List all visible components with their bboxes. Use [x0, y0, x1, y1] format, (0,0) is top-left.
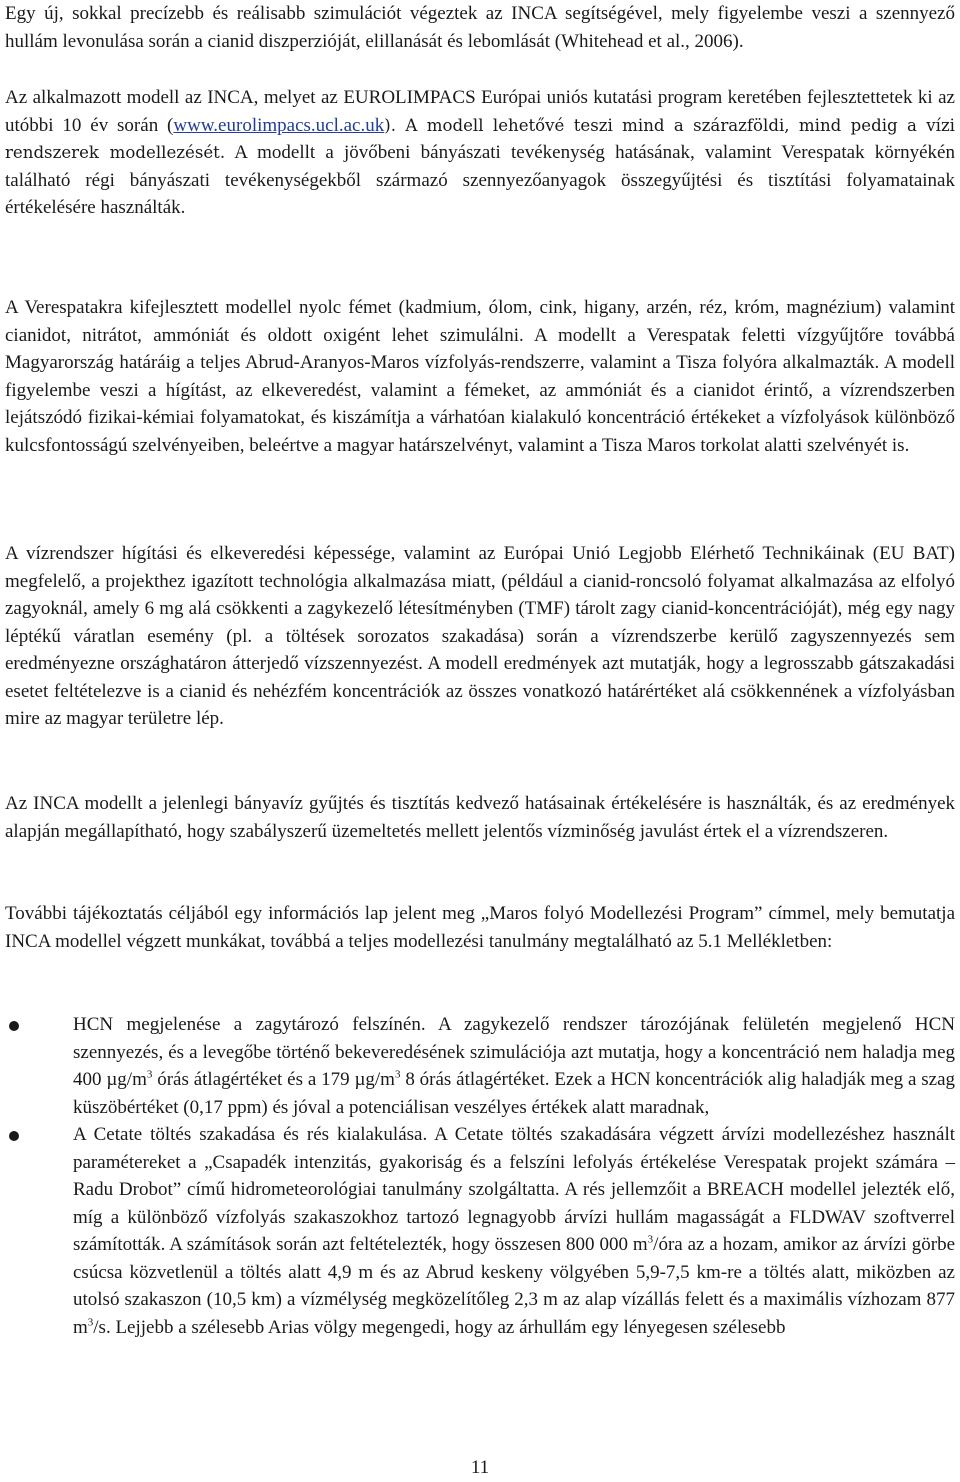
- paragraph-info-sheet: További tájékoztatás céljából egy információs lap jelent meg „Maros folyó Modellezési Program” címmel, mely bemutatja INCA modellel végzett munkákat, továbbá a teljes modellezési tanulmány megtalálható az 5.1 Mellékletben:: [5, 903, 955, 952]
- bullet-item-cetate: [0, 1121, 955, 1341]
- paragraph-inca-after: ). A modell lehetővé teszi mind a szárazföldi, mind pedig a vízi rendszerek modellezését.: [5, 115, 955, 162]
- paragraph-inca-text: Az alkalmazott modell az INCA, melyet az EUROLIMPACS Európai uniós kutatási program keretében fejlesztettetek ki az utóbbi 10 év során (: [5, 87, 955, 136]
- paragraph-mine-water: Az INCA modellt a jelenlegi bányavíz gyűjtés és tisztítás kedvező hatásainak értékelésére is használták, és az eredmények alapján megállapítható, hogy szabályszerű üzemeltetés mellett jelentős vízminőség javulást értek el a vízrendszeren.: [5, 793, 955, 842]
- paragraph-intro: Egy új, sokkal precízebb és reálisabb szimulációt végeztek az INCA segítségével, mely figyelembe veszi a szennyező hullám levonulása során a cianid diszperzióját, elillanását és lebomlását (Whitehead et al., 2006).: [5, 3, 955, 52]
- bullet-cetate-text: A Cetate töltés szakadása és rés kialakulása. A Cetate töltés szakadására végzett árvízi modellezéshez használt paramétereket a „Csapadék intenzitás, gyakoriság és a felszíni lefolyás értékelése Verespatak projekt számára – Radu Drobot” című hidrometeorológiai tanulmány szolgáltatta. A rés jellemzőit a BREACH modellel jelezték elő, míg a különböző vízfolyás szakaszokhoz tartozó legnagyobb árvízi hullám magasságát a FLDWAV szoftverrel számították. A számítások során azt feltételezték, hogy összesen 800 000 m: [73, 1124, 955, 1255]
- bullet-cetate-text-post: /s. Lejjebb a szélesebb Arias völgy megengedi, hogy az árhullám egy lényegesen szélesebb: [93, 1316, 786, 1338]
- eurolimpacs-link[interactable]: www.eurolimpacs.ucl.ac.uk: [173, 114, 385, 136]
- paragraph-inca-model: [5, 84, 955, 222]
- bullet-icon: [9, 1021, 19, 1031]
- superscript: 3: [146, 1068, 153, 1081]
- paragraph-inca-rest: A modellt a jövőbeni bányászati tevékenység hatásának, valamint Verespatak környékén található régi bányászati tevékenységekből származó szennyezőanyagok összegyűjtési és tisztítási folyamatainak értékelésére használták.: [5, 142, 955, 218]
- bullet-icon: [9, 1131, 19, 1141]
- bullet-hcn-text-post: 8 órás átlagértéket. Ezek a HCN koncentrációk alig haladják meg a szag küszöbértéket (0,17 ppm) és jóval a potenciálisan veszélyes értékek alatt maradnak,: [73, 1069, 956, 1118]
- bullet-item-hcn: [0, 1011, 955, 1121]
- paragraph-metals: A Verespatakra kifejlesztett modellel nyolc fémet (kadmium, ólom, cink, higany, arzén, réz, króm, magnézium) valamint cianidot, nitrátot, ammóniát és oldott oxigént lehet szimulálni. A modellt a Verespatak feletti vízgyűjtőre továbbá Magyarország határáig a teljes Abrud-Aranyos-Maros vízfolyás-rendszerre, valamint a Tisza folyóra alkalmazták. A modell figyelembe veszi a hígítást, az elkeveredést, valamint a fémeket, az ammóniát és a cianidot érintő, a vízrendszerben lejátszódó fizikai-kémiai folyamatokat, és kiszámítja a várhatóan kialakuló koncentráció értékeket a vízfolyások különböző kulcsfontosságú szelvényeiben, beleértve a magyar határszelvényt, valamint a Tisza Maros torkolat alatti szelvényét is.: [5, 297, 955, 456]
- bullet-hcn-text-mid: órás átlagértéket és a 179 µg/m: [152, 1069, 395, 1090]
- bullet-cetate-text-mid: /óra az a hozam, amikor az árvízi görbe csúcsa közvetlenül a töltés alatt 4,9 m és az Abrud keskeny völgyében 5,9-7,5 km-re a töltés alatt, miközben az utolsó szakaszon (10,5 km) a vízmélység megközelítőleg 2,3 m az alap vízállás felett és a maximális vízhozam 877 m: [73, 1234, 956, 1338]
- page-number: 11: [470, 1457, 490, 1478]
- bullet-list: [0, 1011, 955, 1341]
- paragraph-dilution: A vízrendszer hígítási és elkeveredési képessége, valamint az Európai Unió Legjobb Elérhető Technikáinak (EU BAT) megfelelő, a projekthez igazított technológia alkalmazása miatt, (például a cianid-roncsoló folyamat alkalmazása az elfolyó zagyoknál, amely 6 mg alá csökkenti a zagykezelő létesítményben (TMF) tárolt zagy cianid-koncentrációját), még egy nagy léptékű váratlan esemény (pl. a töltések sorozatos szakadása) során a vízrendszerbe kerülő zagyszennyezés sem eredményezne országhatáron átterjedő vízszennyezést. A modell eredmények azt mutatják, hogy a legrosszabb gátszakadási esetet feltételezve is a cianid és nehézfém koncentrációk az összes vonatkozó határértéket alá csökkennének a vízfolyásban mire az magyar területre lép.: [5, 543, 955, 729]
- superscript: 3: [87, 1316, 94, 1329]
- superscript: 3: [394, 1068, 401, 1081]
- superscript: 3: [647, 1233, 654, 1246]
- bullet-hcn-text: HCN megjelenése a zagytározó felszínén. A zagykezelő rendszer tározójának felületén megjelenő HCN szennyezés, és a levegőbe történő bekeveredésének szimulációja azt mutatja, hogy a koncentráció nem haladja meg 400 µg/m: [73, 1014, 955, 1090]
